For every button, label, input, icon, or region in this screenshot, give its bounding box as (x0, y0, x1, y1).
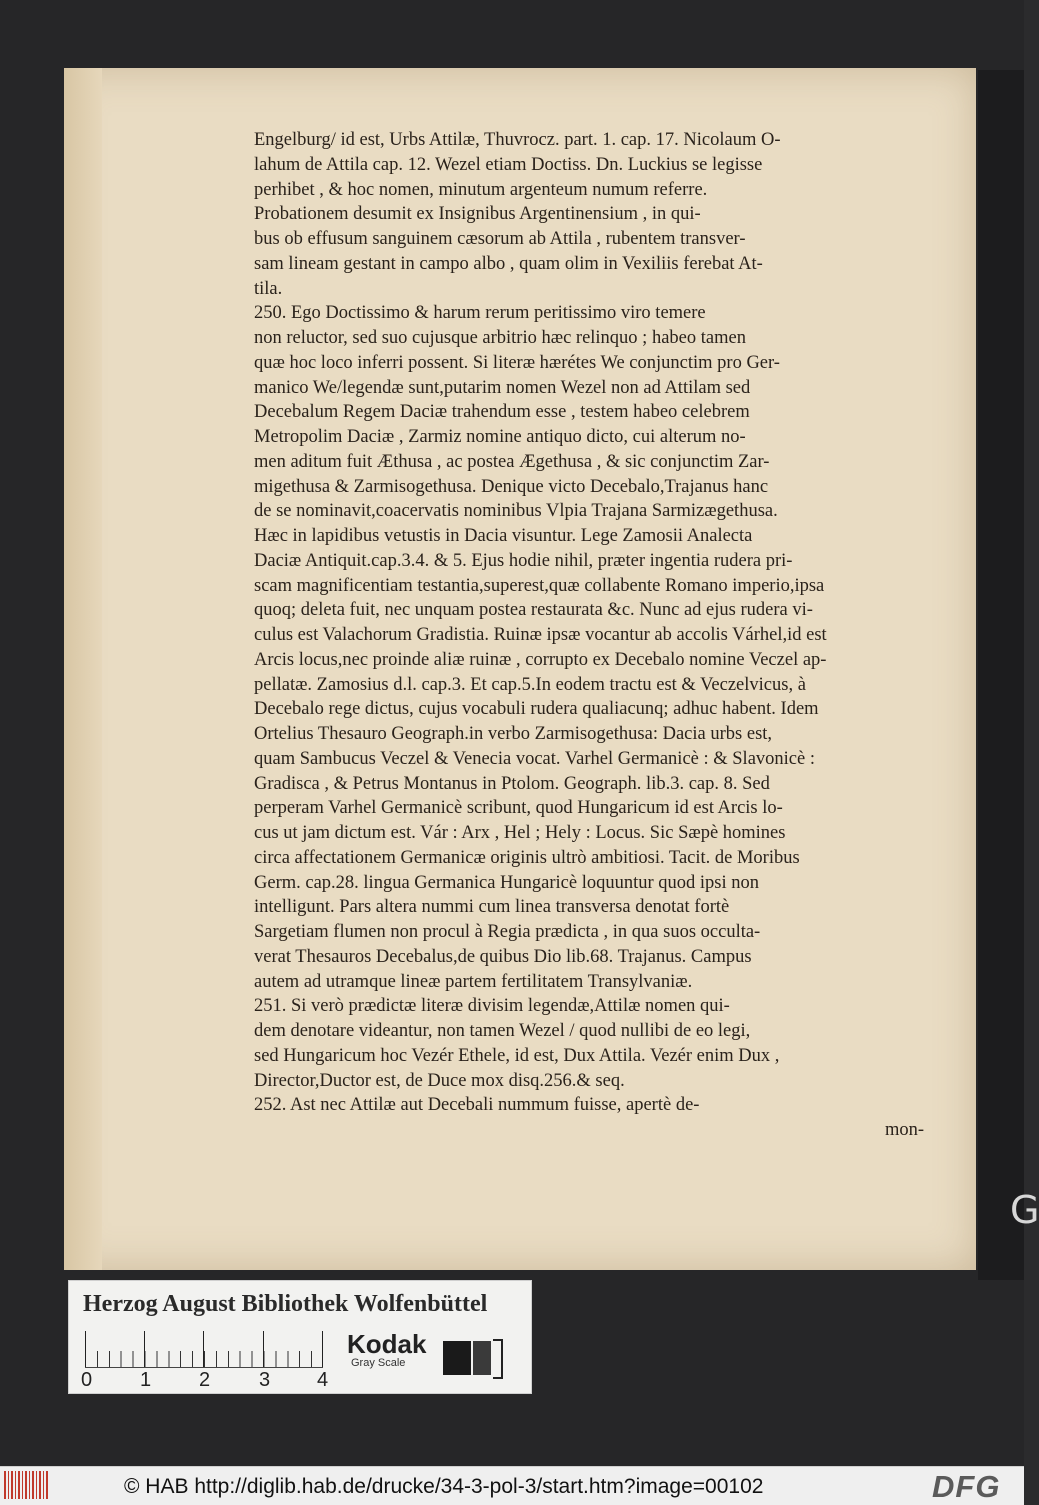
text-line: Daciæ Antiquit.cap.3.4. & 5. Ejus hodie nihil, præter ingentia rudera pri- (254, 550, 793, 571)
text-line: perhibet , & hoc nomen, minutum argenteum numum referre. (254, 179, 708, 200)
text-line: 252. Ast nec Attilæ aut Decebali nummum fuisse, apertè de- (254, 1095, 700, 1116)
text-line: sam lineam gestant in campo albo , quam olim in Vexiliis ferebat At- (254, 253, 763, 274)
text-line: mon- (884, 1120, 924, 1140)
text-line: bus ob effusum sanguinem cæsorum ab Attila , rubentem transver- (254, 229, 746, 249)
text-line: Engelburg/ id est, Urbs Attilæ, Thuvrocz. part. 1. cap. 17. Nicolaum O- (254, 130, 781, 150)
gray-patch-frame (493, 1339, 503, 1379)
text-line: lahum de Attila cap. 12. Wezel etiam Doctiss. Dn. Luckius se legisse (254, 154, 763, 175)
text-line: 250. Ego Doctissimo & harum rerum peritissimo viro temere (254, 303, 706, 324)
text-line: quam Sambucus Veczel & Venecia vocat. Varhel Germanicè : & Slavonicè : (254, 748, 815, 769)
text-line: Decebalum Regem Daciæ trahendum esse , testem habeo celebrem (254, 402, 750, 423)
text-line: sed Hungaricum hoc Vezér Ethele, id est, Dux Attila. Vezér enim Dux , (254, 1045, 780, 1066)
dfg-logo: DFG (932, 1469, 1001, 1504)
gray-patch-dark (473, 1341, 491, 1375)
text-line: Director,Ductor est, de Duce mox disq.256.& seq. (254, 1070, 625, 1091)
text-line: non reluctor, sed suo cujusque arbitrio hæc relinquo ; habeo tamen (254, 328, 746, 348)
text-line: scam magnificentiam testantia,superest,quæ collabente Romano imperio,ipsa (254, 575, 825, 596)
adjacent-page (978, 70, 1024, 1280)
text-line: Sargetiam flumen non procul à Regia prædicta , in qua suos occulta- (254, 922, 761, 942)
text-line: pellatæ. Zamosius d.l. cap.3. Et cap.5.In eodem tractu est & Veczelvicus, à (254, 674, 806, 695)
hab-barcode-icon (4, 1471, 48, 1499)
text-line: quæ hoc loco inferri possent. Si literæ hærétes We conjunctim pro Ger- (254, 352, 780, 373)
text-line: circa affectationem Germanicæ originis ultrò ambitiosi. Tacit. de Moribus (254, 847, 800, 868)
library-name: Herzog August Bibliothek Wolfenbüttel (83, 1291, 488, 1317)
ruler-tick (144, 1331, 145, 1367)
gray-scale-label: Gray Scale (351, 1357, 406, 1369)
text-line: culus est Valachorum Gradistia. Ruinæ ipsæ vocantur ab accolis Várhel,id est (254, 625, 827, 645)
ruler-tick (263, 1331, 264, 1367)
kodak-logo: Kodak (347, 1329, 427, 1359)
text-line: Metropolim Daciæ , Zarmiz nomine antiquo dicto, cui alterum no- (254, 427, 746, 447)
color-target-card (68, 1280, 532, 1394)
footer-bar (0, 1466, 1024, 1505)
ruler-label: 2 (199, 1369, 211, 1391)
adjacent-page-letter: G (1010, 1188, 1039, 1232)
text-line: Probationem desumit ex Insignibus Argentinensium , in qui- (254, 204, 701, 225)
text-line: Hæc in lapidibus vetustis in Dacia visuntur. Lege Zamosii Analecta (254, 526, 753, 546)
text-line: de se nominavit,coacervatis nominibus Vlpia Trajana Sarmizægethusa. (254, 501, 778, 522)
text-line: manico We/legendæ sunt,putarim nomen Wezel non ad Attilam sed (254, 377, 751, 398)
text-line: men aditum fuit Æthusa , ac postea Ægethusa , & sic conjunctim Zar- (254, 451, 770, 472)
ruler-label: 3 (259, 1369, 271, 1391)
ruler-label: 4 (317, 1369, 329, 1391)
page-text (254, 128, 924, 1143)
text-line: Decebalo rege dictus, cujus vocabuli rudera qualiacunq; adhuc habent. Idem (254, 699, 819, 720)
text-line: verat Thesauros Decebalus,de quibus Dio lib.68. Trajanus. Campus (254, 946, 752, 967)
copyright-link[interactable]: © HAB http://diglib.hab.de/drucke/34-3-pol-3/start.htm?image=00102 (124, 1475, 764, 1498)
gray-patch-black (443, 1341, 471, 1375)
ruler-tick (85, 1331, 86, 1367)
text-line: tila. (254, 278, 283, 299)
text-line: Germ. cap.28. lingua Germanica Hungaricè loquuntur quod ipsi non (254, 872, 760, 893)
scale-ruler (85, 1331, 323, 1368)
text-line: perperam Varhel Germanicè scribunt, quod Hungaricum id est Arcis lo- (254, 798, 783, 819)
text-line: migethusa & Zarmisogethusa. Denique victo Decebalo,Trajanus hanc (254, 476, 769, 497)
text-line: intelligunt. Pars altera nummi cum linea transversa denotat fortè (254, 897, 730, 918)
text-line: 251. Si verò prædictæ literæ divisim legendæ,Attilæ nomen qui- (254, 996, 730, 1017)
text-line: Arcis locus,nec proinde aliæ ruinæ , corrupto ex Decebalo nomine Veczel ap- (254, 649, 827, 670)
ruler-tick (203, 1331, 204, 1367)
text-line: quoq; deleta fuit, nec unquam postea restaurata &c. Nunc ad ejus rudera vi- (254, 600, 813, 621)
text-line: Ortelius Thesauro Geograph.in verbo Zarmisogethusa: Dacia urbs est, (254, 724, 773, 744)
text-line: Gradisca , & Petrus Montanus in Ptolom. Geograph. lib.3. cap. 8. Sed (254, 773, 770, 794)
page-gutter (64, 68, 102, 1270)
ruler-label: 1 (140, 1369, 152, 1391)
ruler-tick (322, 1331, 323, 1367)
text-line: dem denotare videantur, non tamen Wezel / quod nullibi de eo legi, (254, 1021, 751, 1041)
text-line: cus ut jam dictum est. Vár : Arx , Hel ; Hely : Locus. Sic Sæpè homines (254, 823, 786, 843)
ruler-label: 0 (81, 1369, 93, 1391)
text-line: autem ad utramque lineæ partem fertilitatem Transylvaniæ. (254, 971, 693, 992)
